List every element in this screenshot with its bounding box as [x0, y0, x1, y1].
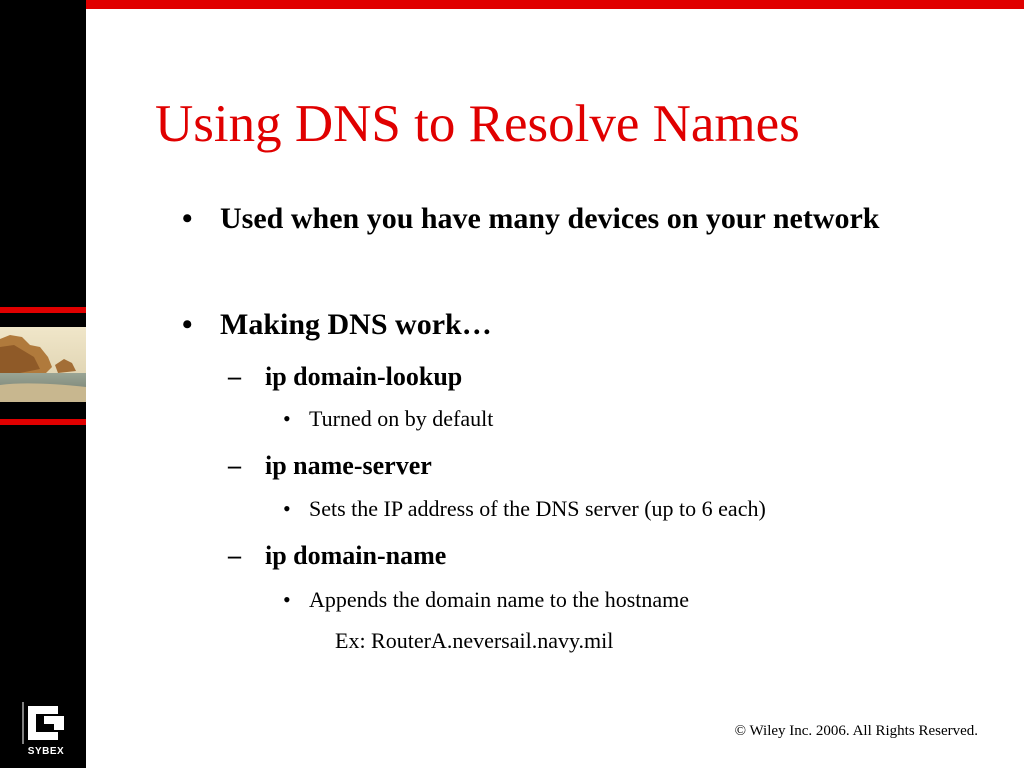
detail-bullet-item [283, 404, 983, 434]
sidebar-red-stripe [0, 307, 86, 313]
bullet-marker: • [283, 496, 291, 521]
bullet-marker: • [283, 587, 291, 612]
detail-text: Appends the domain name to the hostname [309, 587, 690, 612]
command-text: ip domain-name [265, 541, 447, 570]
command-text: ip domain-lookup [265, 362, 463, 391]
bullet-text: Making DNS work… [220, 308, 492, 341]
bullet-item [182, 195, 882, 243]
sybex-logo-text: SYBEX [27, 746, 65, 757]
dash-marker: – [228, 451, 241, 480]
top-accent-bar [0, 0, 1024, 9]
dash-marker: – [228, 541, 241, 570]
slide-title: Using DNS to Resolve Names [155, 95, 800, 153]
coastline-image [0, 327, 86, 402]
example-text: Ex: RouterA.neversail.navy.mil [335, 628, 614, 653]
sidebar-red-stripe [0, 419, 86, 425]
detail-text: Sets the IP address of the DNS server (up to 6 each) [309, 496, 766, 521]
sybex-logo-mark-icon [18, 702, 74, 744]
sidebar [0, 0, 86, 768]
sybex-logo [18, 702, 74, 764]
bullet-marker: • [182, 308, 193, 341]
coastline-photo [0, 327, 86, 402]
bullet-text: Used when you have many devices on your network [220, 202, 880, 235]
command-text: ip name-server [265, 451, 432, 480]
detail-bullet-item [283, 585, 983, 615]
detail-text: Turned on by default [309, 406, 494, 431]
detail-bullet-item [283, 494, 983, 524]
sub-bullet-item [228, 449, 928, 483]
bullet-marker: • [283, 406, 291, 431]
sub-bullet-item [228, 360, 928, 394]
bullet-marker: • [182, 202, 193, 235]
sub-bullet-item [228, 539, 928, 573]
bullet-item [182, 301, 882, 349]
dash-marker: – [228, 362, 241, 391]
copyright-footer: © Wiley Inc. 2006. All Rights Reserved. [734, 723, 978, 739]
